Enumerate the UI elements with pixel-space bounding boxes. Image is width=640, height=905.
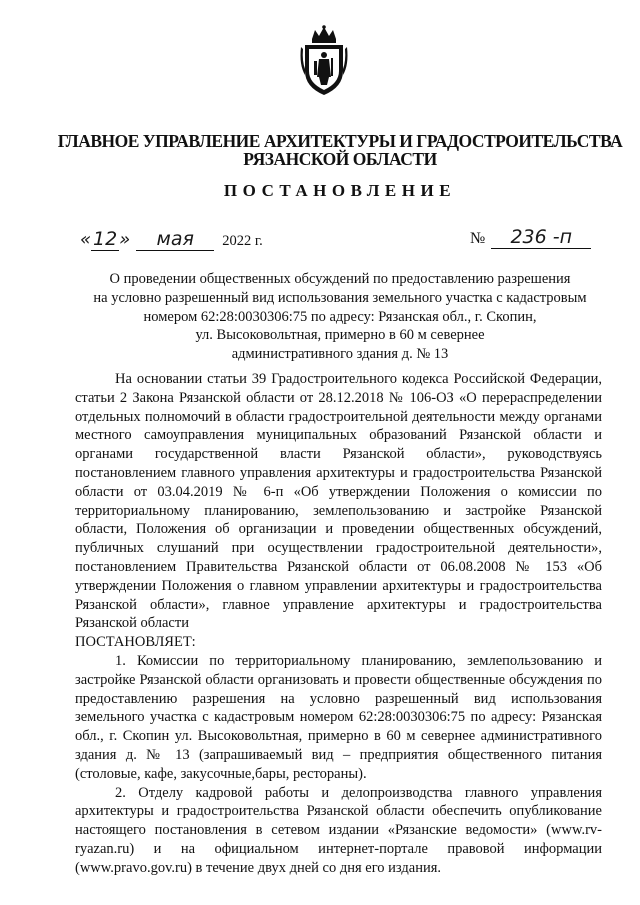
document-date (80, 228, 263, 251)
subject-line: ул. Высоковольтная, примерно в 60 м севернее (195, 327, 485, 344)
date-close-quote: » (119, 229, 131, 250)
number-value: 236 -п (491, 226, 591, 249)
subject-line: О проведении общественных обсуждений по предоставлению разрешения (109, 271, 571, 287)
decree-item-1: 1. Комиссии по территориальному планированию, землепользованию и застройке Рязанской области организовать и провести общественные обсуждения по предоставлению разрешения на условно разрешенный вид использования земельного участка с кадастровым номером 62:28:0030306:75 по адресу: Рязанская обл., г. Скопин ул. Высоковольтная, примерно в 60 м севернее административного здания д. № 13 (запрашиваемый вид – предприятия общественного питания (столовые, кафе, закусочные,бары, рестораны). (75, 652, 602, 782)
number-prefix: № (470, 230, 486, 247)
document-number (470, 226, 591, 249)
organization-name-line2: РЯЗАНСКОЙ ОБЛАСТИ (243, 149, 437, 169)
preamble-paragraph: На основании статьи 39 Градостроительного кодекса Российской Федерации, статьи 2 Закона Рязанской области от 28.12.2018 № 106-ОЗ «О перераспределении отдельных полномочий в области градостроительной деятельности между органами местного самоуправления муниципальных образований Рязанской области и органами государственной власти Рязанской области», руководствуясь постановлением главного управления архитектуры и градостроительства Рязанской области от 03.04.2019 № 6-п «Об утверждении Положения о комиссии по территориальному планированию, землепользованию и застройке Рязанской области, Положения об организации и проведении общественных обсуждений, публичных слушаний при осуществлении градостроительной деятельности», постановлением Правительства Рязанской области от 06.08.2008 № 153 «Об утверждении Положения о главном управлении архитектуры и градостроительства Рязанской области», главное управление архитектуры и градостроительства Рязанской области (75, 371, 602, 632)
date-year: 2022 г. (222, 233, 263, 249)
document-body (75, 370, 602, 878)
date-day: 12 (93, 228, 118, 250)
document-subject (60, 270, 620, 364)
date-month: мая (136, 228, 214, 251)
organization-name-line1: ГЛАВНОЕ УПРАВЛЕНИЕ АРХИТЕКТУРЫ И ГРАДОСТРОИТЕЛЬСТВА (57, 131, 623, 151)
document-type-title: ПОСТАНОВЛЕНИЕ (223, 181, 457, 200)
ryazan-coat-of-arms-icon (299, 25, 349, 100)
subject-line: номером 62:28:0030306:75 по адресу: Рязанская обл., г. Скопин, (143, 308, 537, 325)
subject-line: административного здания д. № 13 (231, 346, 449, 363)
date-open-quote: « (80, 229, 92, 250)
decree-item-2: 2. Отделу кадровой работы и делопроизводства главного управления архитектуры и градостроительства Рязанской области обеспечить опубликование настоящего постановления в сетевом издании «Рязанские ведомости» (www.rv-ryazan.ru) и на официальном интернет-портале правовой информации (www.pravo.gov.ru) в течение двух дней со дня его издания. (75, 784, 602, 876)
decree-word: ПОСТАНОВЛЯЕТ: (75, 634, 196, 651)
subject-line: на условно разрешенный вид использования земельного участка с кадастровым (93, 289, 587, 306)
